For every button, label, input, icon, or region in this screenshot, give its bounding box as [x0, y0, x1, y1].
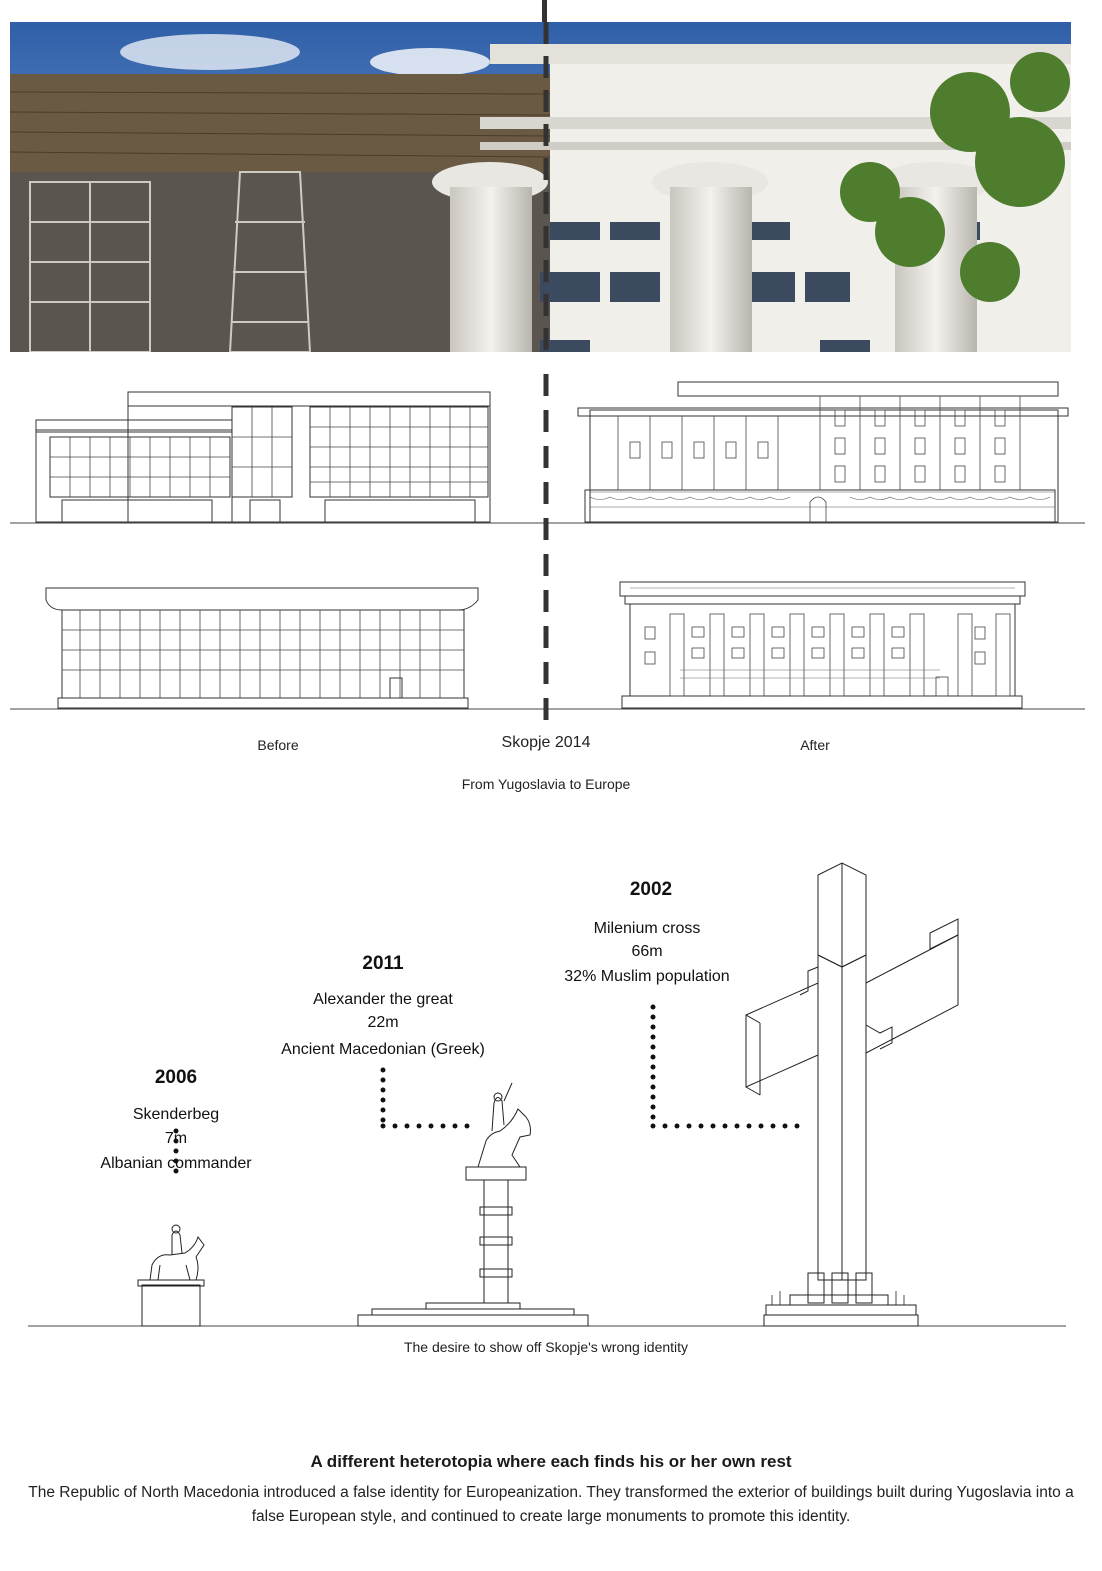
- monument-height-skenderbeg: 7m: [164, 1130, 188, 1147]
- after-label: After: [800, 737, 830, 753]
- monument-year-alexander: 2011: [362, 953, 404, 974]
- monuments-caption: The desire to show off Skopje's wrong identity: [403, 1339, 689, 1355]
- before-building-1: [36, 392, 490, 522]
- elevations-caption: From Yugoslavia to Europe: [461, 776, 631, 792]
- top-divider-tick: [542, 0, 548, 22]
- monument-height-cross: 66m: [631, 943, 663, 960]
- footer-body: The Republic of North Macedonia introduced a false identity for Europeanization. They transformed the exterior of buildings built during Yugoslavia into a false European style, and continued to create large monuments to promote this identity.: [28, 1484, 1074, 1525]
- alexander-statue: [358, 1083, 588, 1326]
- monument-year-cross: 2002: [629, 879, 673, 900]
- monument-name-cross: Milenium cross: [593, 920, 701, 937]
- monument-height-alexander: 22m: [367, 1014, 399, 1031]
- before-after-photo: [10, 22, 1071, 352]
- monument-name-alexander: Alexander the great: [313, 991, 453, 1008]
- monument-note-alexander: Ancient Macedonian (Greek): [281, 1041, 485, 1058]
- monument-year-skenderbeg: 2006: [154, 1067, 198, 1088]
- after-building-1: [578, 382, 1068, 522]
- before-label: Before: [257, 737, 299, 753]
- monument-name-skenderbeg: Skenderbeg: [132, 1106, 220, 1123]
- monument-note-skenderbeg: Albanian commander: [100, 1155, 252, 1172]
- skopje-2014-label: Skopje 2014: [501, 734, 591, 751]
- footer-title: A different heterotopia where each finds his or her own rest: [310, 1452, 792, 1471]
- millennium-cross: [746, 863, 958, 1326]
- after-building-2: [620, 582, 1025, 708]
- monument-note-cross: 32% Muslim population: [564, 968, 730, 985]
- before-building-2: [46, 588, 478, 708]
- skenderbeg-statue: [138, 1225, 204, 1326]
- elevation-drawings: [0, 352, 1102, 732]
